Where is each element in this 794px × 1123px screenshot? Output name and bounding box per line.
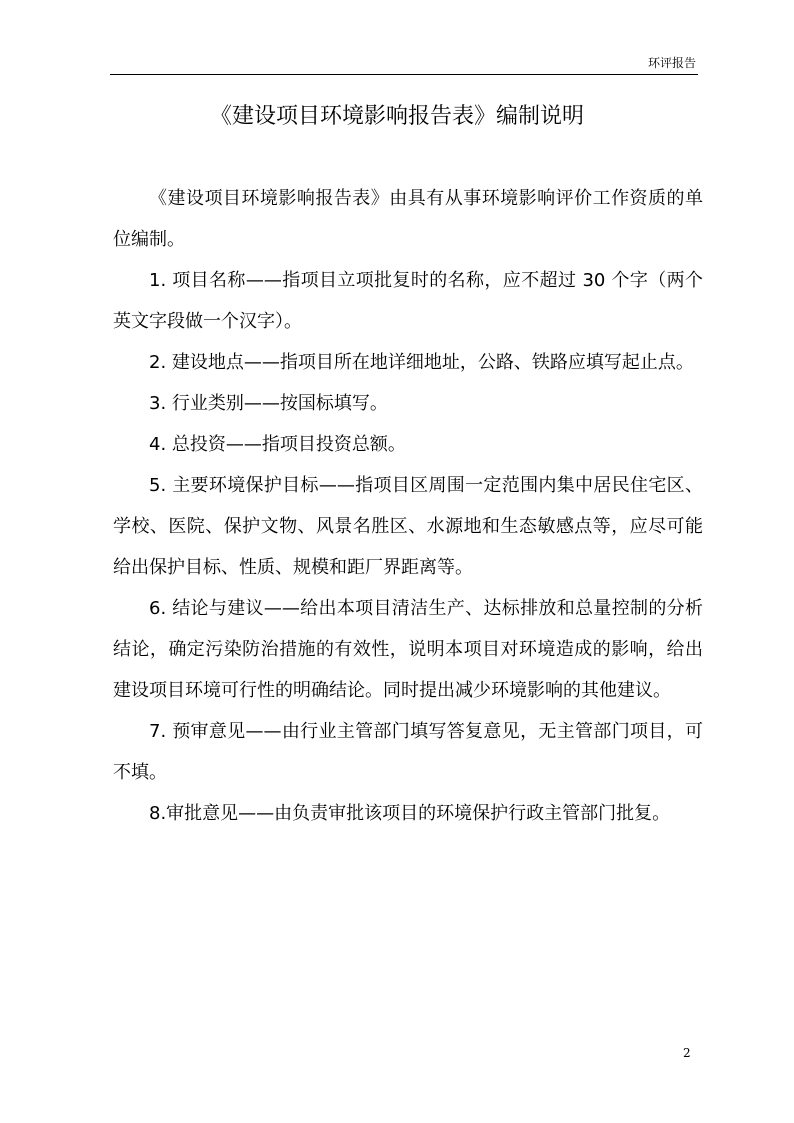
document-body	[113, 178, 703, 834]
item-preliminary-review: 7. 预审意见——由行业主管部门填写答复意见，无主管部门项目，可不填。	[113, 721, 703, 783]
item-approval-opinion: 8.审批意见——由负责审批该项目的环境保护行政主管部门批复。	[149, 803, 671, 824]
item-construction-site: 2. 建设地点——指项目所在地详细地址，公路、铁路应填写起止点。	[149, 352, 694, 373]
item-protection-targets: 5. 主要环境保护目标——指项目区周围一定范围内集中居民住宅区、学校、医院、保护文物、风景名胜区、水源地和生态敏感点等，应尽可能给出保护目标、性质、规模和距厂界距离等。	[113, 475, 703, 578]
item-conclusion-suggestions: 6. 结论与建议——给出本项目清洁生产、达标排放和总量控制的分析结论，确定污染防治措施的有效性，说明本项目对环境造成的影响，给出建设项目环境可行性的明确结论。同时提出减少环境影响的其他建议。	[113, 598, 703, 701]
document-title: 《建设项目环境影响报告表》编制说明	[209, 104, 584, 129]
page-header-text: 环评报告	[647, 56, 696, 70]
header-divider	[110, 74, 698, 75]
item-project-name: 1. 项目名称——指项目立项批复时的名称，应不超过 30 个字（两个英文字段做一个汉字）。	[113, 270, 703, 332]
item-industry-category: 3. 行业类别——按国标填写。	[149, 393, 388, 414]
page-number: 2	[683, 1046, 691, 1060]
intro-paragraph: 《建设项目环境影响报告表》由具有从事环境影响评价工作资质的单位编制。	[113, 188, 703, 250]
item-total-investment: 4. 总投资——指项目投资总额。	[149, 434, 406, 455]
